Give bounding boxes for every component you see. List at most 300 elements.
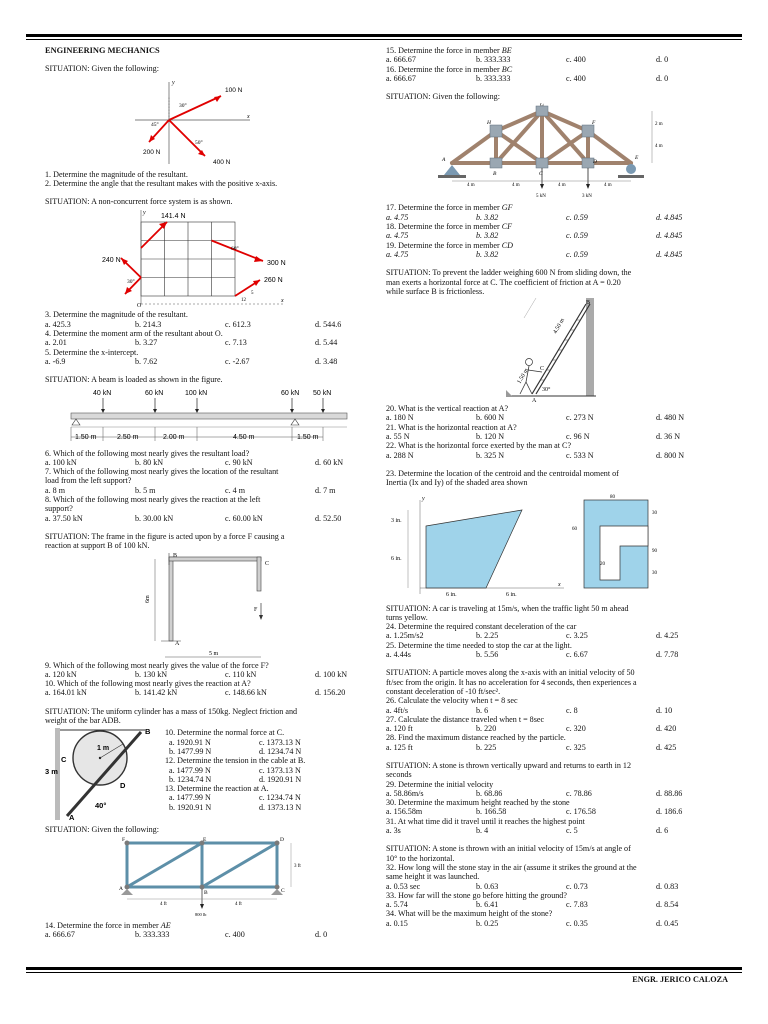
q33-option-b: b. 6.41 [476, 900, 499, 910]
question-6: 6. Which of the following most nearly gives the resultant load? [45, 448, 250, 458]
roof-h2: 2 m [655, 122, 663, 128]
question-7-options [45, 486, 363, 495]
q26-option-b: b. 6 [476, 705, 489, 715]
roof-label-b: B [493, 171, 497, 178]
figure-truss-small [45, 837, 363, 919]
question-30: 30. Determine the maximum height reached by the stone [386, 798, 570, 808]
truss-s-label-c: C [281, 887, 285, 894]
question-5: 5. Determine the x-intercept. [45, 347, 139, 357]
q14-option-b: b. 333.333 [135, 929, 170, 939]
q3-option-c: c. 612.3 [225, 319, 251, 329]
q19-option-a: a. 4.75 [386, 249, 409, 259]
truss-s-width-2: 4 ft [235, 901, 242, 907]
situation-10-line-2: turns yellow. [386, 612, 428, 622]
figure-frame [45, 553, 363, 659]
centroid-b-30: 30 [652, 510, 657, 516]
q6-option-d: d. 60 kN [315, 457, 344, 467]
cyl-label-c: C [61, 755, 67, 765]
roof-w3: 4 m [558, 183, 566, 189]
q9-option-a: a. 120 kN [45, 669, 77, 679]
question-3-options [45, 320, 363, 329]
centroid-a-y: y [422, 495, 425, 502]
q7-option-a: a. 8 m [45, 485, 66, 495]
q15-option-a: a. 666.67 [386, 55, 416, 65]
fig1-100n: 100 N [225, 86, 243, 94]
centroid-a-3in: 3 in. [391, 517, 402, 524]
q25-option-a: a. 4.44s [386, 650, 411, 660]
beam-dim-5: 1.50 m [297, 433, 319, 441]
q5-option-b: b. 7.62 [135, 356, 158, 366]
roof-label-d: D [593, 159, 597, 166]
question-15-options [386, 55, 726, 64]
situation-12-line-1: SITUATION: A stone is thrown vertically upward and returns to earth in 12 [386, 760, 632, 770]
situation-12-line-2: seconds [386, 770, 412, 780]
q6-option-b: b. 80 kN [135, 457, 164, 467]
q12-option-b: b. 1234.74 N [169, 774, 212, 784]
q32-option-b: b. 0.63 [476, 881, 499, 891]
q26-option-d: d. 10 [656, 705, 673, 715]
q20-option-b: b. 600 N [476, 413, 505, 423]
q17-option-b: b. 3.82 [476, 212, 499, 222]
question-20: 20. What is the vertical reaction at A? [386, 404, 509, 414]
q27-option-a: a. 120 ft [386, 724, 413, 734]
q10-option-a: a. 164.01 kN [45, 688, 87, 698]
q13-option-c: c. 1234.74 N [259, 793, 301, 803]
situation-1: SITUATION: Given the following: [45, 64, 159, 74]
q9-option-c: c. 110 kN [225, 669, 257, 679]
roof-label-f: F [592, 120, 596, 127]
q26-option-a: a. 4ft/s [386, 705, 409, 715]
frame-label-b: B [173, 552, 178, 559]
q3-option-a: a. 425.3 [45, 319, 71, 329]
roof-h4: 4 m [655, 144, 663, 150]
question-34: 34. What will be the maximum height of the stone? [386, 909, 553, 919]
q24-option-a: a. 1.25m/s2 [386, 631, 424, 641]
question-10b: 10. Determine the normal force at C. [165, 728, 285, 738]
ladder-angle: 30° [542, 387, 551, 394]
question-1: 1. Determine the magnitude of the resultant. [45, 169, 188, 179]
situation-5-line-2: weight of the bar ADB. [45, 716, 121, 726]
ladder-len-1: 4.50 m [552, 317, 567, 336]
question-4-options [45, 338, 363, 347]
question-24-options [386, 631, 726, 640]
question-13: 13. Determine the reaction at A. [165, 784, 269, 794]
ladder-label-c: C [540, 366, 545, 373]
roof-load-5: 5 kN [536, 194, 546, 200]
roof-label-c: C [539, 171, 543, 178]
figure-roof-truss [386, 103, 726, 201]
beam-dim-3: 2.00 m [163, 433, 185, 441]
fig2-300n: 300 N [267, 260, 286, 268]
question-26-options [386, 706, 726, 715]
roof-label-e: E [635, 155, 639, 162]
question-9-options [45, 670, 363, 679]
fig2-260n: 260 N [264, 277, 283, 285]
q6-option-a: a. 100 kN [45, 457, 77, 467]
centroid-a-w1: 6 in. [446, 591, 457, 598]
q10-option-d: d. 156.20 [315, 688, 346, 698]
q29-option-a: a. 58.86m/s [386, 788, 424, 798]
fig1-angle-50: 50° [195, 139, 203, 146]
top-rule-thin [26, 39, 742, 40]
question-22-options [386, 451, 726, 460]
q18-option-d: d. 4.845 [656, 231, 683, 241]
q17-option-d: d. 4.845 [656, 212, 683, 222]
truss-s-label-b: B [204, 889, 208, 896]
fig2-n12: 12 [241, 298, 246, 304]
truss-s-width-1: 4 ft [160, 901, 167, 907]
beam-dim-2: 2.50 m [117, 433, 139, 441]
question-22: 22. What is the horizontal force exerted by the man at C? [386, 441, 572, 451]
centroid-a-w2: 6 in. [506, 591, 517, 598]
q30-option-d: d. 186.6 [656, 807, 683, 817]
question-23-line-1: 23. Determine the location of the centroid and the centroidal moment of [386, 468, 619, 478]
q13-option-a: a. 1477.99 N [169, 793, 211, 803]
q16-option-d: d. 0 [656, 73, 669, 83]
centroid-b-80: 80 [610, 494, 615, 500]
situation-11-line-1: SITUATION: A particle moves along the x-axis with an initial velocity of 50 [386, 668, 635, 678]
fig2-angle-30: 30° [127, 279, 135, 286]
question-29: 29. Determine the initial velocity [386, 779, 494, 789]
q10b-option-d: d. 1234.74 N [259, 746, 302, 756]
ladder-label-b: B [586, 300, 591, 307]
q16-option-c: c. 400 [566, 73, 586, 83]
question-10b-options [165, 738, 329, 757]
beam-load-3: 100 kN [185, 389, 208, 397]
figure-beam [45, 387, 363, 447]
q21-option-b: b. 120 N [476, 432, 505, 442]
q20-option-a: a. 180 N [386, 413, 414, 423]
question-32-line-2: same height it was launched. [386, 872, 480, 882]
question-29-options [386, 789, 726, 798]
situation-8-line-2: man exerts a horizontal force at C. The coefficient of friction at A = 0.20 [386, 277, 621, 287]
q21-option-c: c. 96 N [566, 432, 590, 442]
question-8-options [45, 514, 363, 523]
q34-option-a: a. 0.15 [386, 918, 408, 928]
q24-option-c: c. 3.25 [566, 631, 588, 641]
q14-option-d: d. 0 [315, 929, 328, 939]
figure-non-concurrent [45, 208, 363, 308]
question-21: 21. What is the horizontal reaction at A? [386, 422, 517, 432]
question-25-options [386, 650, 726, 659]
q7-option-b: b. 5 m [135, 485, 156, 495]
truss-s-label-d: D [280, 836, 284, 843]
q10-option-b: b. 141.42 kN [135, 688, 178, 698]
q22-option-c: c. 533 N [566, 450, 594, 460]
figure-centroid-areas [386, 490, 726, 602]
roof-label-h: H [487, 120, 491, 127]
q22-option-d: d. 800 N [656, 450, 685, 460]
q20-option-d: d. 480 N [656, 413, 685, 423]
q24-option-b: b. 2.25 [476, 631, 499, 641]
question-32-line-1: 32. How long will the stone stay in the air (assume it strikes the ground at the [386, 862, 637, 872]
q25-option-d: d. 7.78 [656, 650, 679, 660]
beam-dim-4: 4.50 m [233, 433, 255, 441]
fig2-angle-60: 60° [231, 246, 239, 253]
q21-option-d: d. 36 N [656, 432, 681, 442]
q33-option-a: a. 5.74 [386, 900, 408, 910]
q8-option-b: b. 30.00 kN [135, 513, 174, 523]
q5-option-c: c. -2.67 [225, 356, 250, 366]
beam-dim-1: 1.50 m [75, 433, 97, 441]
truss-s-label-a: A [119, 885, 123, 892]
question-34-options [386, 919, 726, 928]
frame-label-c: C [265, 560, 270, 567]
roof-load-3: 3 kN [582, 194, 592, 200]
q9-option-b: b. 130 kN [135, 669, 168, 679]
q8-option-a: a. 37.50 kN [45, 513, 83, 523]
q9-option-d: d. 100 kN [315, 669, 348, 679]
question-3: 3. Determine the magnitude of the resultant. [45, 310, 188, 320]
q19-option-d: d. 4.845 [656, 249, 683, 259]
question-7-line-1: 7. Which of the following most nearly gives the location of the resultant [45, 467, 279, 477]
question-19-options [386, 250, 726, 259]
footer-author: ENGR. JERICO CALOZA [632, 975, 728, 984]
question-6-options [45, 458, 363, 467]
situation-13-line-1: SITUATION: A stone is thrown with an initial velocity of 15m/s at angle of [386, 844, 631, 854]
q14-option-a: a. 666.67 [45, 929, 75, 939]
frame-height: 6m [145, 594, 151, 603]
q30-option-b: b. 166.58 [476, 807, 507, 817]
fig2-y-label: y [143, 210, 146, 217]
q17-option-a: a. 4.75 [386, 212, 409, 222]
q10b-option-b: b. 1477.99 N [169, 746, 212, 756]
fig1-angle-30: 30° [179, 102, 187, 109]
q27-option-d: d. 420 [656, 724, 677, 734]
question-25: 25. Determine the time needed to stop the car at the light. [386, 640, 572, 650]
fig1-y-label: y [172, 79, 175, 86]
fig2-x-label: x [281, 298, 284, 305]
q18-option-c: c. 0.59 [566, 231, 588, 241]
q18-option-b: b. 3.82 [476, 231, 499, 241]
q30-option-c: c. 176.58 [566, 807, 596, 817]
q29-option-d: d. 88.86 [656, 788, 683, 798]
q12-option-a: a. 1477.99 N [169, 765, 211, 775]
bottom-rule-thin [26, 972, 742, 973]
q15-option-d: d. 0 [656, 55, 669, 65]
q6-option-c: c. 90 kN [225, 457, 253, 467]
q10-option-c: c. 148.66 kN [225, 688, 267, 698]
q34-option-b: b. 0.25 [476, 918, 499, 928]
cyl-angle: 40° [95, 801, 107, 811]
q4-option-a: a. 2.01 [45, 338, 67, 348]
q5-option-d: d. 3.48 [315, 356, 338, 366]
q34-option-d: d. 0.45 [656, 918, 679, 928]
q29-option-c: c. 78.86 [566, 788, 592, 798]
q3-option-d: d. 544.6 [315, 319, 342, 329]
roof-label-a: A [442, 157, 446, 164]
fig1-200n: 200 N [143, 148, 161, 156]
question-18-options [386, 231, 726, 240]
frame-width: 5 m [209, 650, 219, 657]
roof-w2: 4 m [512, 183, 520, 189]
question-17-options [386, 213, 726, 222]
q17-option-c: c. 0.59 [566, 212, 588, 222]
question-30-options [386, 807, 726, 816]
cylinder-questions [161, 728, 329, 820]
question-19: 19. Determine the force in member CD [386, 240, 513, 250]
question-21-options [386, 432, 726, 441]
question-23-line-2: Inertia (Ix and Iy) of the shaded area shown [386, 478, 528, 488]
q8-option-d: d. 52.50 [315, 513, 342, 523]
cyl-radius: 1 m [97, 745, 110, 753]
question-27-options [386, 724, 726, 733]
q20-option-c: c. 273 N [566, 413, 594, 423]
q26-option-c: c. 8 [566, 705, 578, 715]
beam-load-1: 40 kN [93, 389, 112, 397]
question-27: 27. Calculate the distance traveled when t = 8sec [386, 714, 545, 724]
fig1-400n: 400 N [213, 158, 231, 166]
q32-option-d: d. 0.83 [656, 881, 679, 891]
centroid-b-60: 60 [572, 526, 577, 532]
situation-4-line-1: SITUATION: The frame in the figure is acted upon by a force F causing a [45, 531, 285, 541]
centroid-b-90: 90 [652, 548, 657, 554]
q3-option-b: b. 214.3 [135, 319, 162, 329]
beam-load-2: 60 kN [145, 389, 164, 397]
q25-option-c: c. 6.67 [566, 650, 588, 660]
frame-label-f: F [254, 606, 258, 613]
fig1-angle-45: 45° [151, 121, 159, 128]
q8-option-c: c. 60.00 kN [225, 513, 263, 523]
situation-10-line-1: SITUATION: A car is traveling at 15m/s, when the traffic light 50 m ahead [386, 603, 629, 613]
q16-option-b: b. 333.333 [476, 73, 511, 83]
q12-option-c: c. 1373.13 N [259, 765, 301, 775]
q24-option-d: d. 4.25 [656, 631, 679, 641]
roof-label-g: G [540, 103, 544, 109]
q31-option-a: a. 3s [386, 826, 401, 836]
question-33-options [386, 900, 726, 909]
situation-13-line-2: 10° to the horizontal. [386, 853, 455, 863]
q18-option-a: a. 4.75 [386, 231, 409, 241]
q7-option-d: d. 7 m [315, 485, 336, 495]
beam-load-5: 50 kN [313, 389, 332, 397]
q5-option-a: a. -6.9 [45, 356, 66, 366]
question-5-options [45, 357, 363, 366]
question-14: 14. Determine the force in member AE [45, 920, 171, 930]
question-15: 15. Determine the force in member BE [386, 46, 512, 55]
situation-11-line-2: ft/sec from the origin. It has no acceleration for 4 seconds, then experiences a [386, 677, 637, 687]
q28-option-c: c. 325 [566, 742, 586, 752]
q22-option-b: b. 325 N [476, 450, 505, 460]
centroid-fig-a [391, 496, 564, 598]
q15-option-c: c. 400 [566, 55, 586, 65]
cyl-label-b: B [145, 728, 151, 737]
q25-option-b: b. 5.56 [476, 650, 499, 660]
q16-option-a: a. 666.67 [386, 73, 416, 83]
right-column [386, 46, 726, 928]
question-16-options [386, 74, 726, 83]
question-13-options [165, 793, 329, 812]
bottom-rule-thick [26, 967, 742, 970]
ladder-len-2: 1.50 m [516, 367, 531, 386]
question-33: 33. How far will the stone go before hitting the ground? [386, 890, 567, 900]
question-8-line-2: support? [45, 504, 73, 514]
q14-option-c: c. 400 [225, 929, 245, 939]
cyl-label-d: D [120, 781, 126, 791]
question-12-options [165, 766, 329, 785]
frame-label-a: A [175, 640, 180, 647]
q27-option-b: b. 220 [476, 724, 497, 734]
question-18: 18. Determine the force in member CF [386, 222, 513, 232]
truss-s-label-f: F [122, 836, 126, 843]
q4-option-d: d. 5.44 [315, 338, 338, 348]
truss-s-load: 800 lb [195, 911, 207, 917]
q31-option-b: b. 4 [476, 826, 489, 836]
question-31-options [386, 826, 726, 835]
question-2: 2. Determine the angle that the resultant makes with the positive x-axis. [45, 178, 278, 188]
centroid-fig-b [572, 495, 658, 588]
situation-7: SITUATION: Given the following: [386, 92, 500, 102]
question-10-options [45, 688, 363, 697]
question-20-options [386, 413, 726, 422]
q22-option-a: a. 288 N [386, 450, 414, 460]
situation-3: SITUATION: A beam is loaded as shown in the figure. [45, 375, 223, 385]
question-32-options [386, 882, 726, 891]
question-12: 12. Determine the tension in the cable at B. [165, 756, 306, 766]
question-4: 4. Determine the moment arm of the resultant about O. [45, 329, 223, 339]
top-rule-thick [26, 34, 742, 37]
question-8-line-1: 8. Which of the following most nearly gives the reaction at the left [45, 495, 261, 505]
figure-concurrent-forces [45, 76, 363, 168]
q33-option-d: d. 8.54 [656, 900, 679, 910]
situation-2: SITUATION: A non-concurrent force system is as shown. [45, 197, 233, 207]
q28-option-a: a. 125 ft [386, 742, 413, 752]
situation-11-line-3: constant deceleration of -10 ft/sec². [386, 686, 501, 696]
q13-option-d: d. 1373.13 N [259, 802, 302, 812]
fig2-141n: 141.4 N [161, 213, 186, 221]
q4-option-c: c. 7.13 [225, 338, 247, 348]
situation-8-line-1: SITUATION: To prevent the ladder weighing 600 N from sliding down, the [386, 268, 632, 278]
fig2-240n: 240 N [102, 257, 121, 265]
q27-option-c: c. 320 [566, 724, 586, 734]
page-title: ENGINEERING MECHANICS [45, 46, 160, 55]
question-26: 26. Calculate the velocity when t = 8 sec [386, 696, 518, 706]
centroid-a-x: x [558, 581, 561, 588]
roof-w4: 4 m [604, 183, 612, 189]
cyl-label-a: A [69, 813, 75, 821]
situation-8-line-3: while surface B is frictionless. [386, 286, 485, 296]
ladder-label-a: A [532, 398, 537, 403]
question-16: 16. Determine the force in member BC [386, 64, 513, 74]
q34-option-c: c. 0.35 [566, 918, 588, 928]
cylinder-section [45, 728, 363, 820]
centroid-a-6in: 6 in. [391, 555, 402, 562]
situation-4-line-2: reaction at support B of 100 kN. [45, 541, 150, 551]
situation-5-line-1: SITUATION: The uniform cylinder has a mass of 150kg. Neglect friction and [45, 706, 298, 716]
q4-option-b: b. 3.27 [135, 338, 158, 348]
beam-load-4: 60 kN [281, 389, 300, 397]
roof-w1: 4 m [467, 183, 475, 189]
q15-option-b: b. 333.333 [476, 55, 511, 65]
fig2-n5: 5 [251, 291, 254, 297]
question-14-options [45, 930, 363, 939]
situation-6: SITUATION: Given the following: [45, 825, 159, 835]
question-10: 10. Which of the following most nearly gives the reaction at A? [45, 679, 251, 689]
truss-s-height: 3 ft [294, 863, 301, 869]
q29-option-b: b. 68.86 [476, 788, 503, 798]
q28-option-d: d. 425 [656, 742, 677, 752]
q21-option-a: a. 55 N [386, 432, 410, 442]
q33-option-c: c. 7.83 [566, 900, 588, 910]
centroid-b-20: 20 [600, 561, 605, 567]
left-column [45, 42, 363, 939]
cyl-height: 3 m [45, 767, 58, 777]
question-7-line-2: load from the left support? [45, 476, 132, 486]
centroid-b-30b: 30 [652, 570, 657, 576]
q19-option-b: b. 3.82 [476, 249, 499, 259]
q19-option-c: c. 0.59 [566, 249, 588, 259]
truss-s-label-e: E [203, 836, 207, 843]
